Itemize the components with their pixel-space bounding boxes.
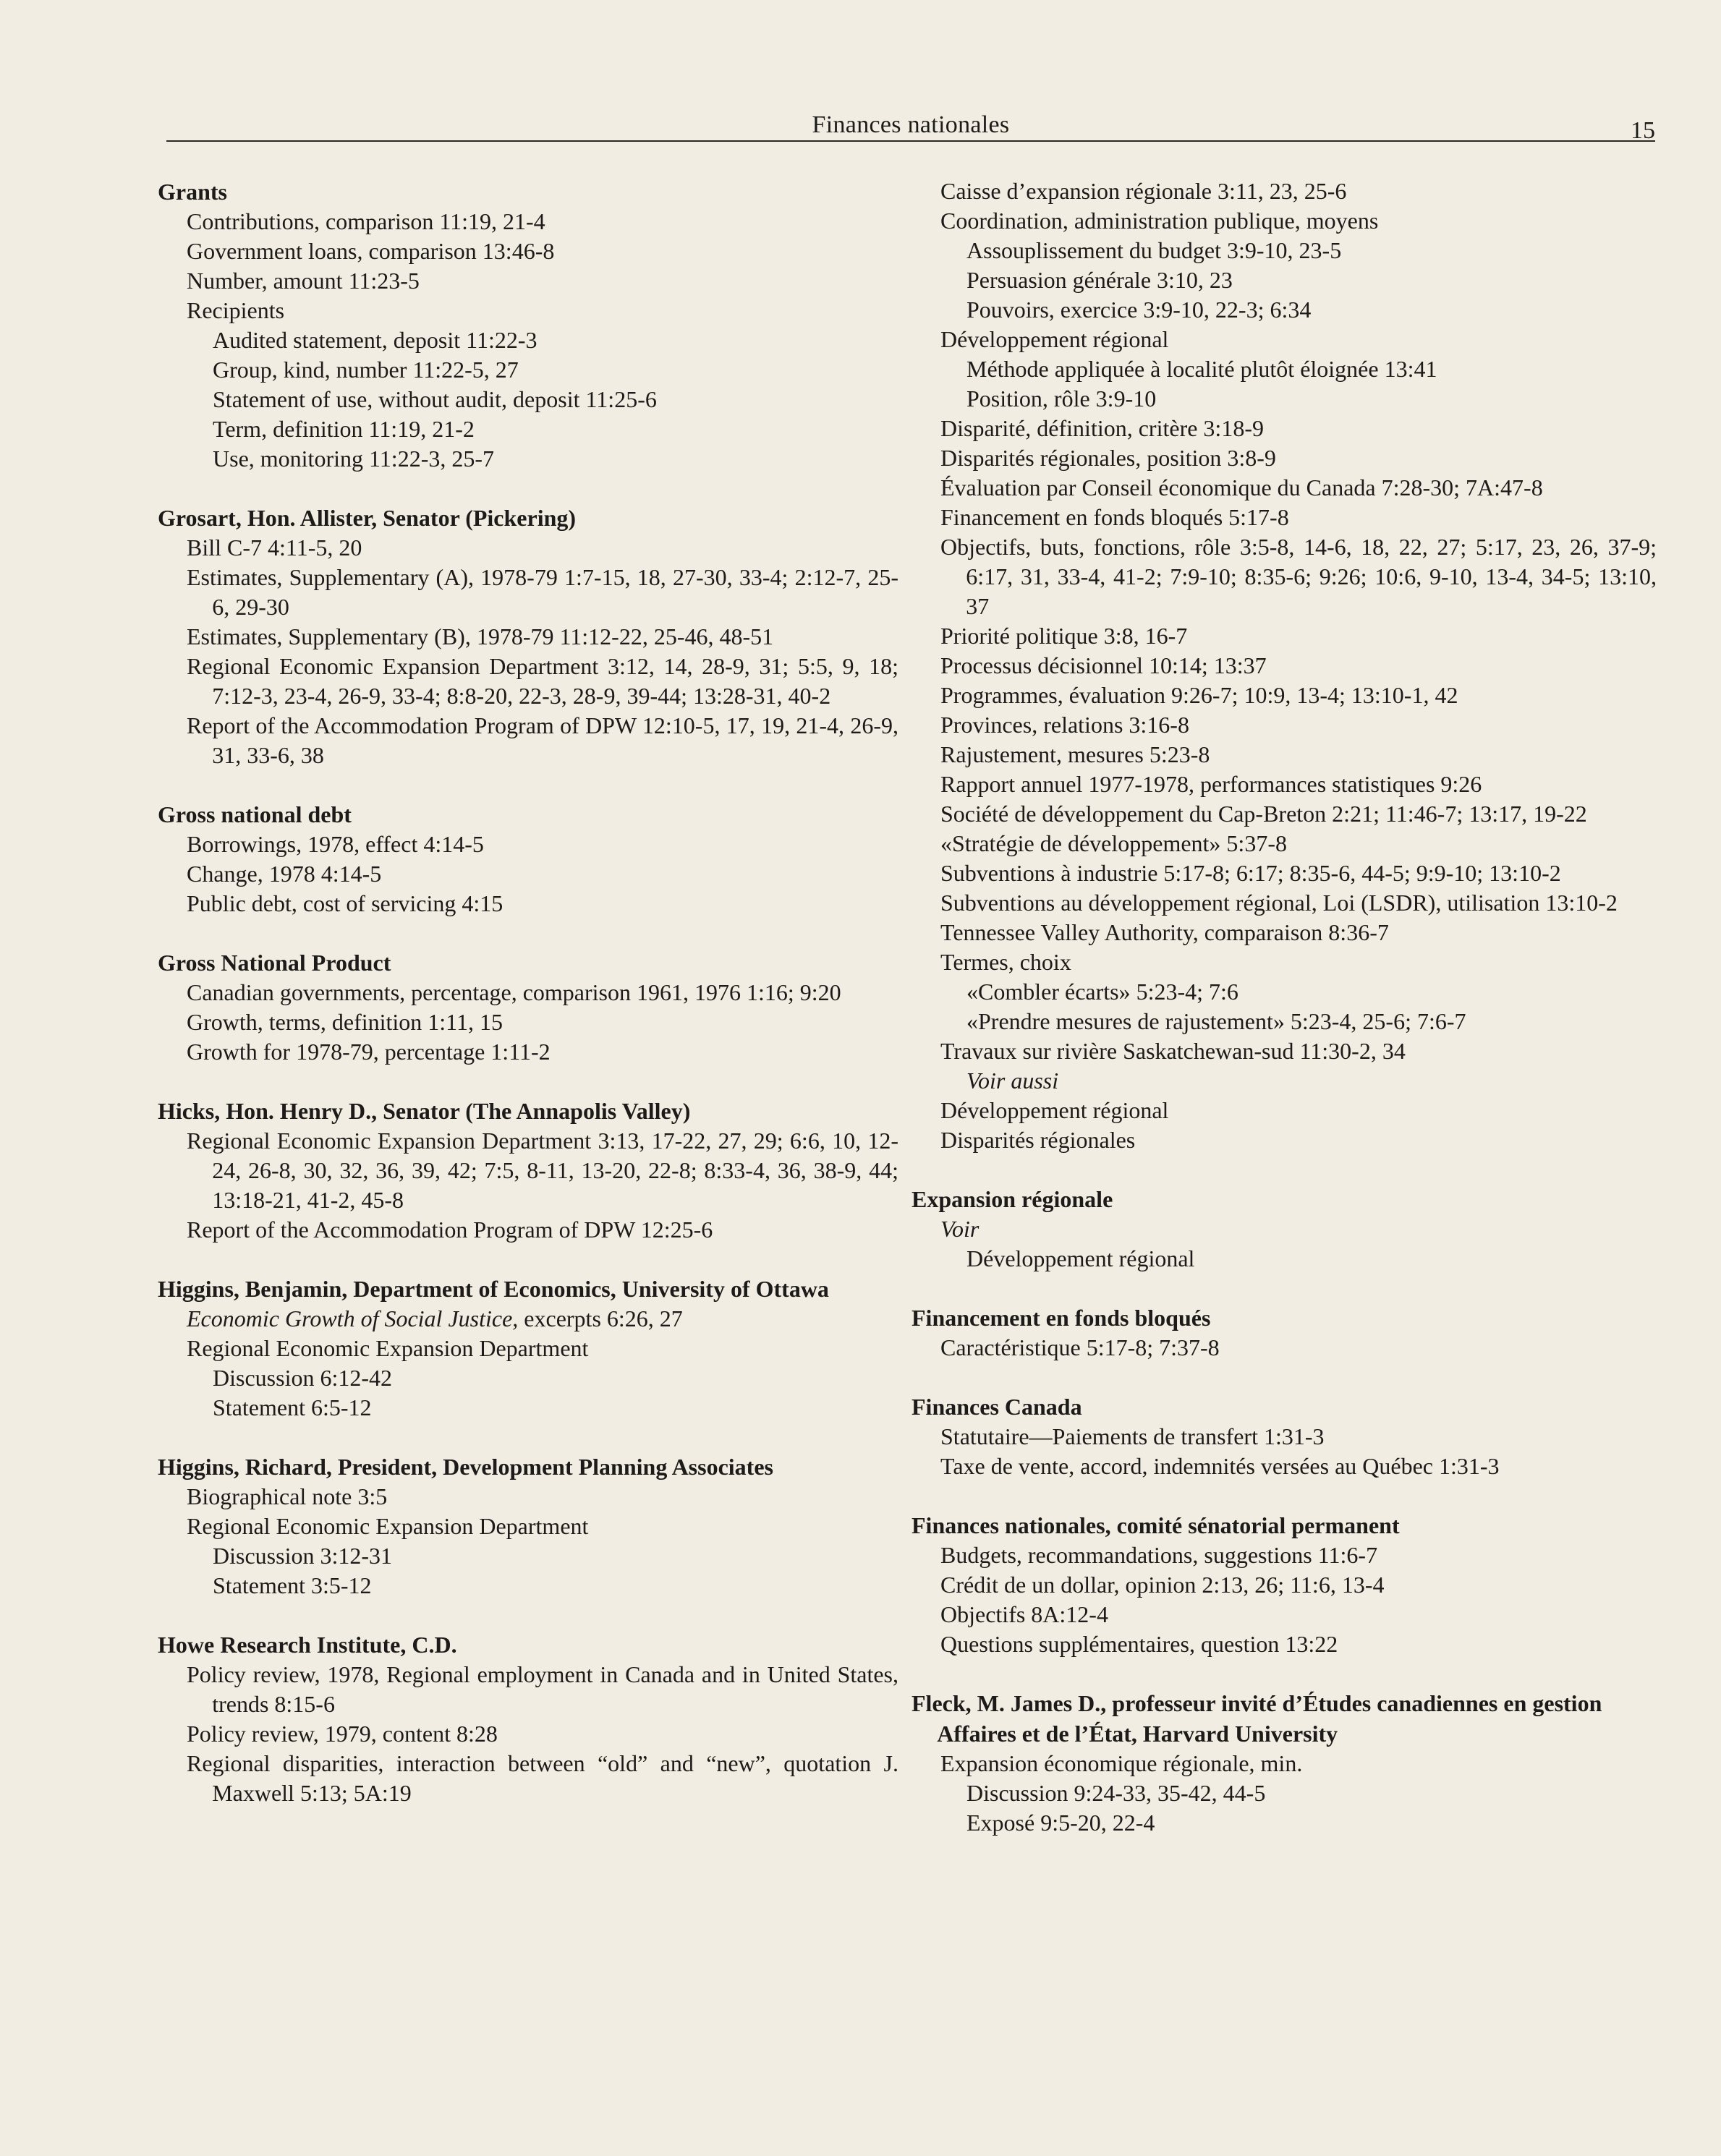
entry-subline: Position, rôle 3:9-10 [966, 385, 1157, 412]
entry-subline: Audited statement, deposit 11:22-3 [213, 327, 537, 353]
index-entry [158, 947, 898, 1067]
entry-subline: Subventions à industrie 5:17-8; 6:17; 8:35-6, 44-5; 9:9-10; 13:10-2 [940, 860, 1561, 886]
entry-subline: Société de développement du Cap-Breton 2:21; 11:46-7; 13:17, 19-22 [940, 801, 1587, 827]
entry-subline: Regional Economic Expansion Department 3:13, 17-22, 27, 29; 6:6, 10, 12-24, 26-8, 30, 32, 36, 39, 42; 7:5, 8-11, 13-20, 22-8; 8:33-4, 36, 38-9, 44; 13:18-21, 41-2, 45-8 [187, 1128, 898, 1213]
entry-subline: Regional disparities, interaction between “old” and “new”, quotation J. Maxwell 5:13; 5A:19 [187, 1750, 898, 1806]
index-entry [158, 799, 898, 919]
entry-subline: Policy review, 1979, content 8:28 [187, 1721, 498, 1747]
entry-italic-text: Voir [940, 1216, 980, 1242]
entry-subline: Méthode appliquée à localité plutôt éloignée 13:41 [966, 356, 1437, 382]
entry-subline: Taxe de vente, accord, indemnités versées au Québec 1:31-3 [940, 1453, 1500, 1479]
entry-subline: Estimates, Supplementary (A), 1978-79 1:7-15, 18, 27-30, 33-4; 2:12-7, 25-6, 29-30 [187, 564, 898, 620]
index-column-right [912, 176, 1657, 1867]
entry-italic-text: Voir aussi [966, 1068, 1059, 1094]
entry-subline: Growth for 1978-79, percentage 1:11-2 [187, 1039, 551, 1065]
entry-subline: «Prendre mesures de rajustement» 5:23-4, 25-6; 7:6-7 [966, 1008, 1466, 1034]
index-entry [912, 1303, 1657, 1363]
entry-subline: Objectifs 8A:12-4 [940, 1601, 1108, 1627]
entry-heading: Gross national debt [158, 801, 352, 827]
entry-italic-text: Economic Growth of Social Justice, [187, 1305, 519, 1331]
entry-subline: Canadian governments, percentage, comparison 1961, 1976 1:16; 9:20 [187, 979, 841, 1005]
running-title: Finances nationales [812, 111, 1010, 138]
entry-heading: Gross National Product [158, 950, 391, 976]
entry-subline: Rajustement, mesures 5:23-8 [940, 741, 1210, 767]
entry-heading: Fleck, M. James D., professeur invité d’Études canadiennes en gestion Affaires et de l’État, Harvard University [912, 1690, 1602, 1747]
entry-subline: Questions supplémentaires, question 13:22 [940, 1631, 1338, 1657]
entry-heading: Finances Canada [912, 1394, 1082, 1420]
entry-subline: Statutaire—Paiements de transfert 1:31-3 [940, 1423, 1325, 1449]
entry-subline: Assouplissement du budget 3:9-10, 23-5 [966, 237, 1342, 263]
entry-subline: Rapport annuel 1977-1978, performances statistiques 9:26 [940, 771, 1482, 797]
entry-subline: Caisse d’expansion régionale 3:11, 23, 25-6 [940, 178, 1347, 204]
entry-subline [912, 1066, 1657, 1096]
entry-subline: Subventions au développement régional, Loi (LSDR), utilisation 13:10-2 [940, 890, 1618, 916]
entry-subline: Report of the Accommodation Program of DPW 12:10-5, 17, 19, 21-4, 26-9, 31, 33-6, 38 [187, 712, 898, 768]
entry-subline: Tennessee Valley Authority, comparaison 8:36-7 [940, 919, 1389, 945]
entry-subline [912, 1214, 1657, 1244]
index-entry [912, 1392, 1657, 1481]
entry-subline: Use, monitoring 11:22-3, 25-7 [213, 446, 494, 472]
entry-subline: Développement régional [966, 1245, 1195, 1271]
index-entry [158, 1096, 898, 1245]
entry-subline: Pouvoirs, exercice 3:9-10, 22-3; 6:34 [966, 297, 1312, 323]
entry-subline: Group, kind, number 11:22-5, 27 [213, 357, 519, 383]
index-entry [158, 1452, 898, 1601]
index-entry [912, 1510, 1657, 1659]
entry-subline: Exposé 9:5-20, 22-4 [966, 1810, 1155, 1836]
entry-subline: Programmes, évaluation 9:26-7; 10:9, 13-4; 13:10-1, 42 [940, 682, 1458, 708]
entry-subline: Change, 1978 4:14-5 [187, 861, 382, 887]
entry-subline: Estimates, Supplementary (B), 1978-79 11:12-22, 25-46, 48-51 [187, 623, 774, 649]
entry-subline: Recipients [187, 297, 285, 323]
entry-heading: Grosart, Hon. Allister, Senator (Pickering) [158, 505, 577, 531]
index-entry [158, 1274, 898, 1423]
entry-subline: Statement of use, without audit, deposit 11:25-6 [213, 386, 657, 412]
entry-subline: «Stratégie de développement» 5:37-8 [940, 830, 1287, 856]
entry-subline: Biographical note 3:5 [187, 1483, 388, 1509]
entry-subline: Borrowings, 1978, effect 4:14-5 [187, 831, 484, 857]
entry-subline: Coordination, administration publique, moyens [940, 208, 1379, 234]
entry-subline: Regional Economic Expansion Department [187, 1513, 589, 1539]
entry-subline: Bill C-7 4:11-5, 20 [187, 534, 362, 561]
entry-subline: Priorité politique 3:8, 16-7 [940, 623, 1188, 649]
entry-subline: Discussion 6:12-42 [213, 1365, 392, 1391]
entry-heading: Financement en fonds bloqués [912, 1305, 1211, 1331]
entry-heading: Expansion régionale [912, 1186, 1113, 1212]
entry-subline: Persuasion générale 3:10, 23 [966, 267, 1233, 293]
index-entry [158, 1629, 898, 1808]
page-header [166, 107, 1655, 142]
entry-heading: Hicks, Hon. Henry D., Senator (The Annapolis Valley) [158, 1098, 691, 1124]
entry-text: excerpts 6:26, 27 [518, 1305, 683, 1331]
entry-subline: Public debt, cost of servicing 4:15 [187, 890, 503, 916]
entry-subline: Caractéristique 5:17-8; 7:37-8 [940, 1334, 1220, 1360]
entry-subline: Report of the Accommodation Program of DPW 12:25-6 [187, 1217, 713, 1243]
entry-subline: Budgets, recommandations, suggestions 11:6-7 [940, 1542, 1378, 1568]
index-entry [912, 1184, 1657, 1274]
entry-heading: Higgins, Benjamin, Department of Economics, University of Ottawa [158, 1276, 829, 1302]
entry-subline: Contributions, comparison 11:19, 21-4 [187, 208, 545, 234]
entry-subline: Termes, choix [940, 949, 1071, 975]
entry-subline: Financement en fonds bloqués 5:17-8 [940, 504, 1289, 530]
entry-subline: Statement 6:5-12 [213, 1394, 372, 1420]
entry-heading: Finances nationales, comité sénatorial permanent [912, 1512, 1400, 1538]
index-entry [912, 176, 1657, 1155]
entry-subline: Policy review, 1978, Regional employment in Canada and in United States, trends 8:15-6 [187, 1661, 898, 1717]
page-number: 15 [1631, 117, 1655, 144]
entry-subline: Number, amount 11:23-5 [187, 268, 420, 294]
entry-heading: Howe Research Institute, C.D. [158, 1632, 457, 1658]
entry-heading: Higgins, Richard, President, Development Planning Associates [158, 1454, 773, 1480]
entry-subline: Provinces, relations 3:16-8 [940, 712, 1189, 738]
index-entry [158, 176, 898, 474]
entry-subline [158, 1304, 898, 1334]
entry-subline: Processus décisionnel 10:14; 13:37 [940, 652, 1267, 678]
entry-subline: Travaux sur rivière Saskatchewan-sud 11:30-2, 34 [940, 1038, 1406, 1064]
entry-subline: Développement régional [940, 1097, 1169, 1123]
index-entry [158, 503, 898, 770]
index-entry [912, 1688, 1657, 1838]
index-column-left [158, 176, 898, 1837]
entry-subline: Crédit de un dollar, opinion 2:13, 26; 11:6, 13-4 [940, 1572, 1385, 1598]
entry-subline: Discussion 3:12-31 [213, 1543, 392, 1569]
entry-subline: Regional Economic Expansion Department [187, 1335, 589, 1361]
entry-subline: Objectifs, buts, fonctions, rôle 3:5-8, 14-6, 18, 22, 27; 5:17, 23, 26, 37-9; 6:17, 31, 33-4, 41-2; 7:9-10; 8:35-6; 9:26; 10:6, 9-10, 13-4, 34-5; 13:10, 37 [940, 534, 1657, 619]
entry-subline: Regional Economic Expansion Department 3:12, 14, 28-9, 31; 5:5, 9, 18; 7:12-3, 23-4, 26-9, 33-4; 8:8-20, 22-3, 28-9, 39-44; 13:28-31, 40-2 [187, 653, 898, 709]
entry-subline: Term, definition 11:19, 21-2 [213, 416, 475, 442]
entry-subline: Évaluation par Conseil économique du Canada 7:28-30; 7A:47-8 [940, 474, 1543, 500]
entry-subline: Disparités régionales [940, 1127, 1136, 1153]
entry-subline: Statement 3:5-12 [213, 1572, 372, 1598]
entry-heading: Grants [158, 179, 227, 205]
entry-subline: Expansion économique régionale, min. [940, 1750, 1303, 1776]
entry-subline: Growth, terms, definition 1:11, 15 [187, 1009, 503, 1035]
entry-subline: Disparité, définition, critère 3:18-9 [940, 415, 1264, 441]
entry-subline: Développement régional [940, 326, 1169, 352]
entry-subline: Discussion 9:24-33, 35-42, 44-5 [966, 1780, 1266, 1806]
entry-subline: Disparités régionales, position 3:8-9 [940, 445, 1276, 471]
entry-subline: Government loans, comparison 13:46-8 [187, 238, 555, 264]
entry-subline: «Combler écarts» 5:23-4; 7:6 [966, 979, 1238, 1005]
